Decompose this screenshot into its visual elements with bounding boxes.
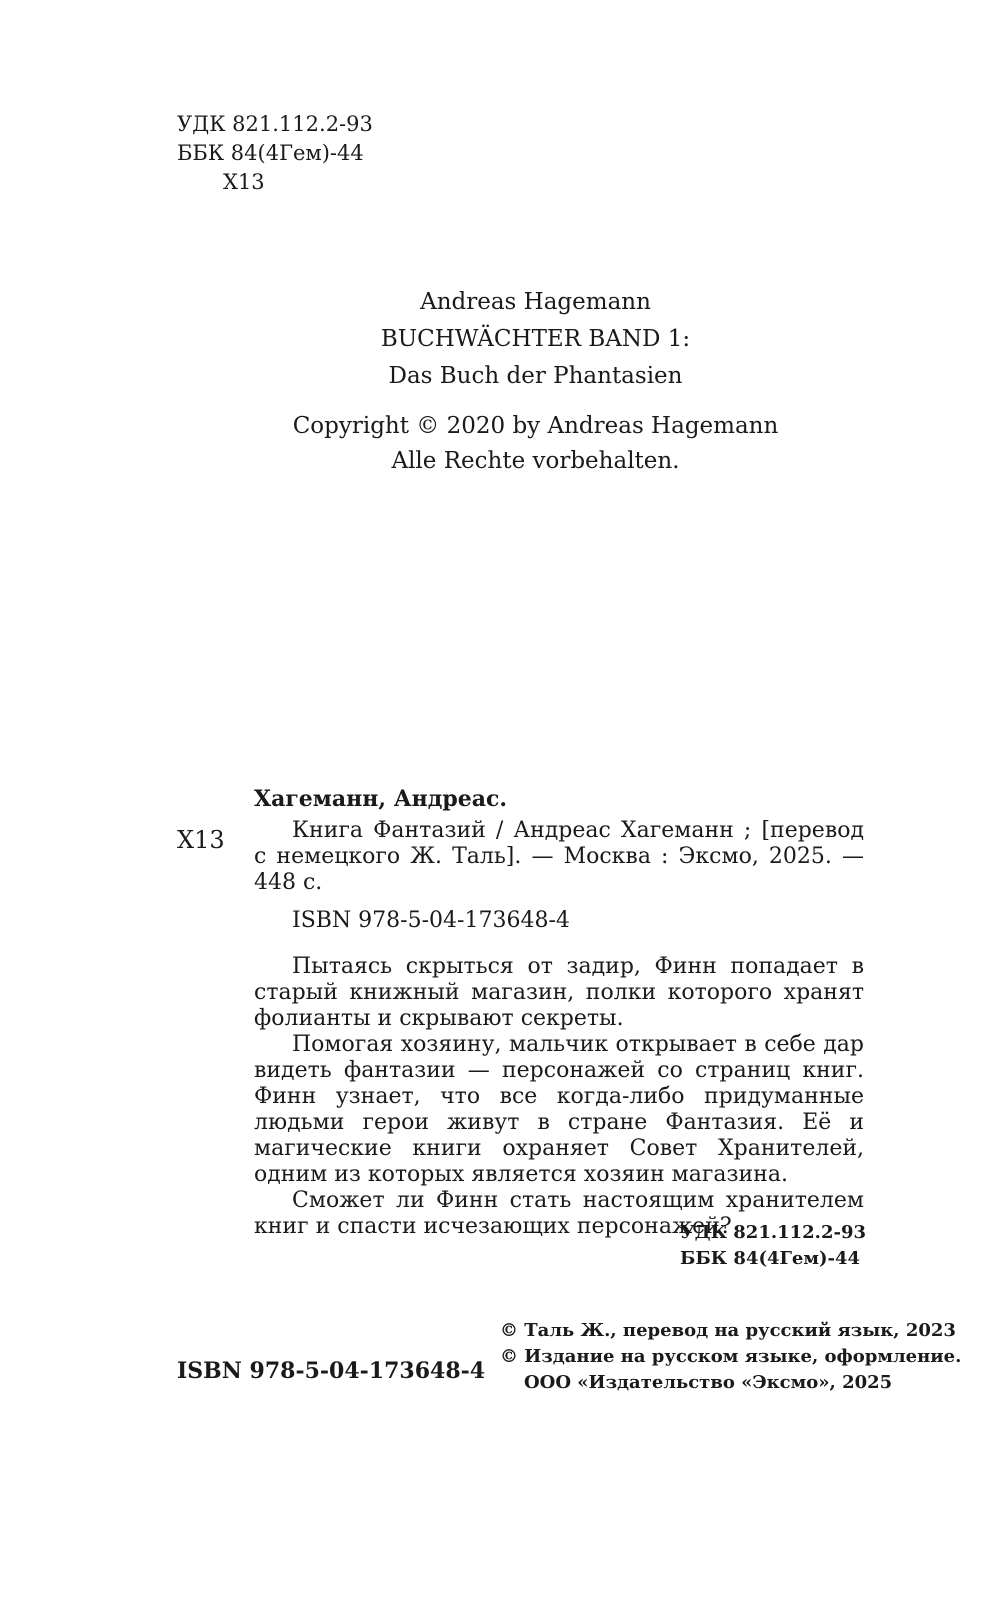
publisher-copyright: ООО «Издательство «Эксмо», 2025 — [524, 1372, 893, 1393]
author-code: Х13 — [223, 170, 265, 194]
copyright-block — [500, 1318, 961, 1396]
original-rights: Alle Rechte vorbehalten. — [391, 448, 680, 474]
annotation-paragraph: Помогая хозяину, мальчик открывает в себе дар видеть фантазии — персонажей со страниц книг. Финн узнает, что все когда-либо придуманные людьми герои живут в стране Фантазия. Её и магические книги охраняет Совет Хранителей, одним из которых является хозяин магазина. — [254, 1032, 864, 1187]
biblio-isbn: ISBN 978-5-04-173648-4 — [292, 908, 570, 933]
biblio-reference: Книга Фантазий / Андреас Хагеманн ; [перевод с немецкого Ж. Таль]. — Москва : Эксмо, 2025. — 448 с. — [254, 818, 864, 895]
bbk-code-right: ББК 84(4Гем)-44 — [680, 1248, 861, 1269]
original-copyright: Copyright © 2020 by Andreas Hagemann — [292, 413, 779, 439]
udk-code-right: УДК 821.112.2-93 — [680, 1222, 866, 1243]
isbn-bottom: ISBN 978-5-04-173648-4 — [177, 1358, 486, 1384]
annotation-paragraph: Сможет ли Финн стать настоящим хранителем книг и спасти исчезающих персонажей? — [254, 1188, 864, 1239]
classification-block — [177, 110, 373, 197]
biblio-author-code: Х13 — [177, 826, 225, 854]
annotation-paragraph: Пытаясь скрыться от задир, Финн попадает в старый книжный магазин, полки которого хранят фолианты и скрывают секреты. — [254, 954, 864, 1031]
udk-code: УДК 821.112.2-93 — [177, 112, 373, 136]
bbk-code: ББК 84(4Гем)-44 — [177, 141, 364, 165]
edition-copyright: © Издание на русском языке, оформление. — [500, 1346, 962, 1367]
bibliographic-record — [254, 786, 864, 1240]
codes-right-block — [680, 1220, 866, 1272]
original-edition-block — [0, 284, 1000, 479]
biblio-author: Хагеманн, Андреас. — [254, 786, 508, 812]
original-author: Andreas Hagemann — [420, 289, 651, 315]
translation-copyright: © Таль Ж., перевод на русский язык, 2023 — [500, 1320, 956, 1341]
original-title: Das Buch der Phantasien — [388, 363, 683, 389]
original-series: BUCHWÄCHTER BAND 1: — [380, 326, 691, 352]
